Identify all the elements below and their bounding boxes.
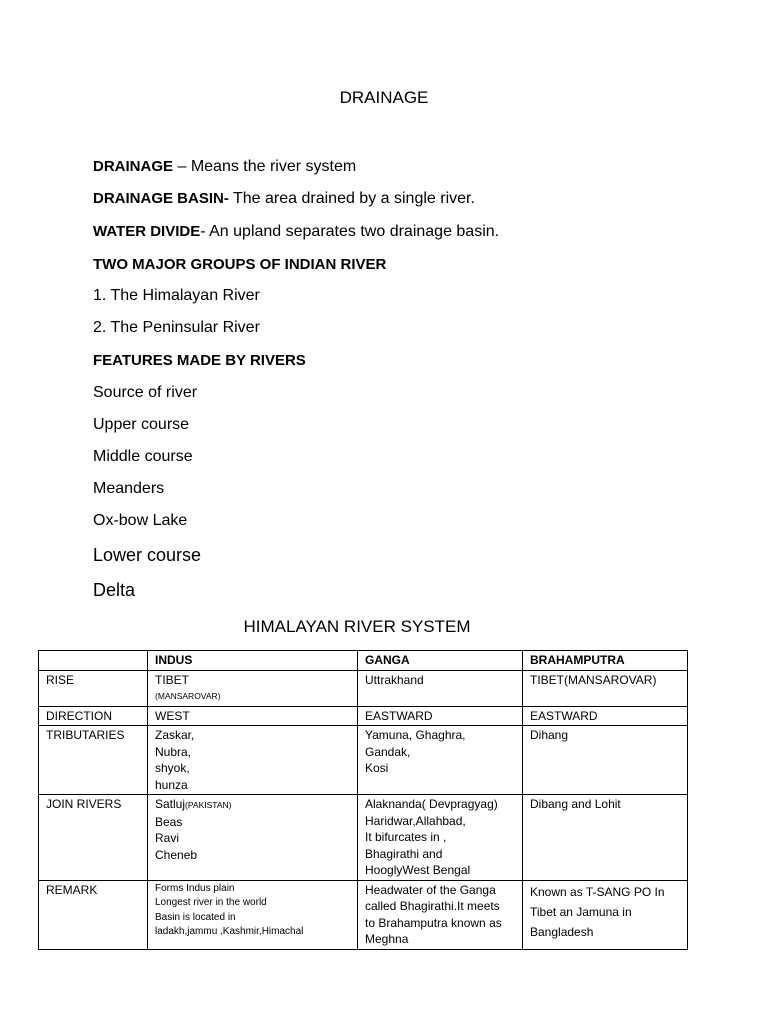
cell-ganga [358, 880, 523, 949]
cell-line: Zaskar, [155, 728, 195, 742]
header-cell: BRAHAMPUTRA [523, 651, 688, 671]
cell-indus [148, 726, 358, 795]
table-row-direction [39, 706, 688, 726]
cell-ganga: EASTWARD [358, 706, 523, 726]
row-label: JOIN RIVERS [39, 795, 148, 881]
definition-text: Means the river system [190, 158, 357, 175]
features-heading: FEATURES MADE BY RIVERS [93, 352, 306, 369]
group-item: 1. The Himalayan River [93, 287, 260, 304]
feature-item: Lower course [93, 545, 202, 565]
cell-indus [148, 795, 358, 881]
cell-line: to Brahamputra known as [365, 915, 502, 930]
feature-item: Meanders [93, 480, 165, 497]
cell-note: (MANSAROVAR) [155, 691, 221, 701]
feature-item: Delta [93, 580, 136, 600]
definition-drainage [93, 158, 356, 176]
definition-term: DRAINAGE BASIN- [93, 190, 229, 207]
cell-line: Gandak, [365, 744, 411, 759]
row-label: TRIBUTARIES [39, 726, 148, 795]
header-cell [39, 651, 148, 671]
row-label: DIRECTION [39, 706, 148, 726]
cell-ganga: Uttrakhand [358, 670, 523, 706]
cell-brahmaputra: Dihang [523, 726, 688, 795]
cell-line: Known as T-SANG PO In [530, 884, 665, 899]
cell-line [155, 796, 351, 814]
row-label: RISE [39, 670, 148, 706]
page-title: DRAINAGE [339, 88, 429, 107]
header-cell: INDUS [148, 651, 358, 671]
cell-line: Bangladesh [530, 924, 594, 939]
definition-term: DRAINAGE [93, 158, 174, 175]
feature-item: Upper course [93, 416, 190, 433]
cell-line: Bhagirathi and [365, 846, 443, 861]
cell-line: Nubra, [155, 744, 192, 759]
cell-line: hunza [155, 777, 188, 792]
cell-line: TIBET [155, 672, 190, 687]
cell-brahmaputra: Dibang and Lohit [523, 795, 688, 881]
cell-brahmaputra [523, 880, 688, 949]
cell-indus [148, 880, 358, 949]
definition-water-divide [93, 223, 499, 241]
feature-item: Source of river [93, 384, 198, 401]
cell-line: shyok, [155, 761, 190, 775]
feature-item: Ox-bow Lake [93, 512, 188, 529]
definition-term: WATER DIVIDE [93, 223, 201, 240]
cell-line: Tibet an Jamuna in [530, 904, 632, 919]
cell-text: Satluj [155, 797, 186, 811]
cell-line: Haridwar,Allahbad, [365, 813, 466, 828]
definition-drainage-basin [93, 190, 475, 208]
cell-line: Yamuna, Ghaghra, [365, 728, 466, 742]
cell-line: Headwater of the Ganga [365, 882, 496, 897]
table-row-tributaries [39, 726, 688, 795]
row-label: REMARK [39, 880, 148, 949]
table-title: HIMALAYAN RIVER SYSTEM [243, 617, 471, 636]
cell-line: ladakh,jammu ,Kashmir,Himachal [155, 926, 304, 937]
feature-item: Middle course [93, 448, 193, 465]
cell-line: It bifurcates in , [365, 830, 447, 844]
table-row-join-rivers [39, 795, 688, 881]
cell-brahmaputra: EASTWARD [523, 706, 688, 726]
cell-ganga [358, 726, 523, 795]
definition-separator: – [173, 158, 191, 175]
cell-line: Beas [155, 814, 183, 829]
cell-line: Cheneb [155, 847, 198, 862]
cell-line: Meghna [365, 932, 409, 946]
cell-line: Alaknanda( Devpragyag) [365, 797, 498, 811]
cell-indus: WEST [148, 706, 358, 726]
cell-line: Kosi [365, 761, 389, 775]
cell-line: Ravi [155, 831, 180, 845]
river-system-table [38, 650, 688, 950]
cell-line: HooglyWest Bengal [365, 863, 471, 877]
cell-ganga [358, 795, 523, 881]
cell-line: Longest river in the world [155, 897, 267, 908]
definition-text: - An upland separates two drainage basin. [200, 223, 500, 240]
cell-line: Basin is located in [155, 911, 236, 923]
definition-text: The area drained by a single river. [233, 190, 475, 207]
cell-line: Forms Indus plain [155, 882, 235, 894]
table-row-remark [39, 880, 688, 949]
cell-line: called Bhagirathi.It meets [365, 899, 500, 913]
cell-indus [148, 670, 358, 706]
table-row-rise [39, 670, 688, 706]
table-header-row [39, 651, 688, 671]
group-item: 2. The Peninsular River [93, 319, 260, 336]
header-cell: GANGA [358, 651, 523, 671]
groups-heading: TWO MAJOR GROUPS OF INDIAN RIVER [93, 256, 387, 273]
cell-note: (PAKISTAN) [185, 800, 232, 810]
cell-brahmaputra: TIBET(MANSAROVAR) [523, 670, 688, 706]
